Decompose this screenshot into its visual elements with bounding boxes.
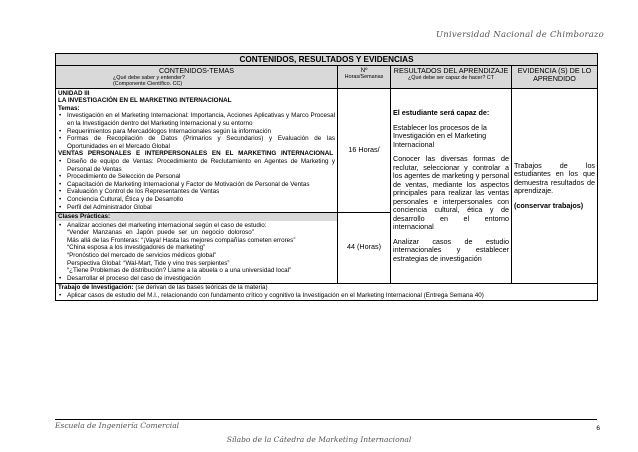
evidence-p1: Trabajos de los estudiantes en los que demuestra resultados de aprendizaje. bbox=[514, 160, 596, 196]
evidence-cell bbox=[512, 89, 598, 284]
hours-value-1: 16 Horas/ bbox=[348, 145, 380, 155]
clases-cell bbox=[56, 212, 338, 283]
unit-name: LA INVESTIGACIÓN EN EL MARKETING INTERNACIONAL bbox=[58, 97, 232, 105]
footer-syllabus: Sílabo de la Cátedra de Marketing Internacional bbox=[226, 435, 412, 444]
quote: Más allá de las Fronteras: “¡Vaya! Hasta las mejores compañías cometen errores” bbox=[67, 236, 296, 244]
list-item: • Perfil del Administrador Global bbox=[58, 204, 335, 212]
footer-divider bbox=[55, 419, 597, 420]
hours-value-2: 44 (Horas) bbox=[347, 242, 381, 252]
result-p2: Conocer las diversas formas de reclutar, seleccionar y controlar a los agentes de marketing y personal de ventas, mediante los aspectos principales para realizar las ventas personales e interpersonales con conciencia cultural, ética y de desarrollo en el entorno internacional bbox=[393, 154, 509, 232]
quote: “¿Tiene Problemas de distribución? Llame a la abuela o a una universidad local” bbox=[67, 267, 292, 275]
list-item: • Formas de Recopilación de Datos (Primarios y Secundarios) y Evaluación de las Oportunidades en el Mercado Global bbox=[58, 135, 335, 150]
quote: “Pronóstico del mercado de servicios médicos global” bbox=[67, 252, 217, 260]
unit-contents-cell bbox=[56, 89, 338, 213]
list-item: • Capacitación de Marketing Internacional y Factor de Motivación de Personal de Ventas bbox=[58, 181, 335, 189]
col-results-header bbox=[391, 66, 512, 89]
col-evidence-header bbox=[512, 66, 598, 89]
col-contents-cc: (Componente Científico. CC) bbox=[113, 81, 183, 88]
quote: “China esposa a los investigadores de marketing” bbox=[67, 244, 206, 252]
result-p1: Establecer los procesos de la Investigación en el Marketing Internacional bbox=[393, 122, 487, 149]
ventas-heading: VENTAS PERSONALES E INTERPERSONALES EN EL MARKETING INTERNACIONAL bbox=[58, 150, 334, 158]
quote: Perspectiva Global: “Wal-Mart, Tide y vino tres serpientes” bbox=[67, 259, 230, 267]
col-contents-header bbox=[56, 66, 338, 89]
footer-school: Escuela de Ingeniería Comercial bbox=[55, 421, 180, 430]
hours-cell-2 bbox=[338, 212, 391, 283]
list-item: • Desarrollar el proceso del caso de investigación bbox=[58, 275, 335, 283]
col-hours-sub: Horas/Semanas bbox=[344, 74, 384, 81]
list-item: • Evaluación y Control de los Representantes de Ventas bbox=[58, 188, 335, 196]
temas-list bbox=[58, 112, 335, 150]
col-hours-header bbox=[338, 66, 391, 89]
result-heading: El estudiante será capaz de: bbox=[393, 108, 490, 118]
col-contents-q: ¿Qué debe saber y entender? bbox=[113, 75, 185, 81]
col-results-sub: ¿Qué debe ser capaz de hacer? CT bbox=[408, 75, 494, 81]
trabajo-label: Trabajo de Investigación: bbox=[58, 284, 134, 292]
col-contents-title: CONTENIDOS-TEMAS bbox=[158, 65, 235, 75]
evidence-p2: (conservar trabajos) bbox=[514, 200, 584, 210]
page-number: 6 bbox=[596, 425, 600, 432]
table-title: CONTENIDOS, RESULTADOS Y EVIDENCIAS bbox=[56, 54, 598, 66]
col-hours-title: Nº bbox=[360, 66, 368, 74]
list-item: • Requerimientos para Mercadólogos Internacionales según la información bbox=[58, 128, 335, 136]
clases-label: Clases Prácticas: bbox=[58, 213, 111, 221]
university-header: Universidad Nacional de Chimborazo bbox=[435, 30, 604, 40]
temas-label: Temas: bbox=[58, 104, 80, 112]
results-cell bbox=[391, 89, 512, 284]
list-item: • Investigación en el Marketing Internacional: Importancia, Acciones Aplicativas y Marco Procesal en la Investigación dentro del Marketing Internacional y su entorno bbox=[58, 112, 335, 127]
result-p3: Analizar casos de estudio internacionales y establecer estrategias de investigación bbox=[393, 236, 509, 263]
list-item: • Analizar acciones del marketing internacional según el caso de estudio: bbox=[58, 222, 335, 230]
unit-label: UNIDAD III bbox=[58, 89, 90, 97]
list-item: • Aplicar casos de estudio del M.I., relacionando con fundamento crítico y cognitivo la Investigación en el Marketing Internacional (Entrega Semana 40) bbox=[58, 292, 595, 300]
hours-cell-1 bbox=[338, 89, 391, 213]
contents-table bbox=[55, 53, 598, 301]
col-evidence-title: EVIDENCIA (S) DE LO APRENDIDO bbox=[517, 65, 592, 83]
ventas-list bbox=[58, 158, 335, 211]
quote: “Vender Manzanas en Japón puede ser un negocio doloroso” bbox=[67, 229, 254, 237]
col-results-title: RESULTADOS DEL APRENDIZAJE bbox=[393, 65, 509, 75]
trabajo-cell bbox=[56, 283, 598, 300]
list-item: • Procedimiento de Selección de Personal bbox=[58, 173, 335, 181]
trabajo-text: (se derivan de las bases teóricas de la materia) bbox=[135, 284, 268, 292]
list-item: • Diseño de equipo de Ventas: Procedimiento de Reclutamiento en Agentes de Marketing y Personal de Ventas bbox=[58, 158, 335, 173]
list-item: • Conciencia Cultural, Ética y de Desarrollo bbox=[58, 196, 335, 204]
